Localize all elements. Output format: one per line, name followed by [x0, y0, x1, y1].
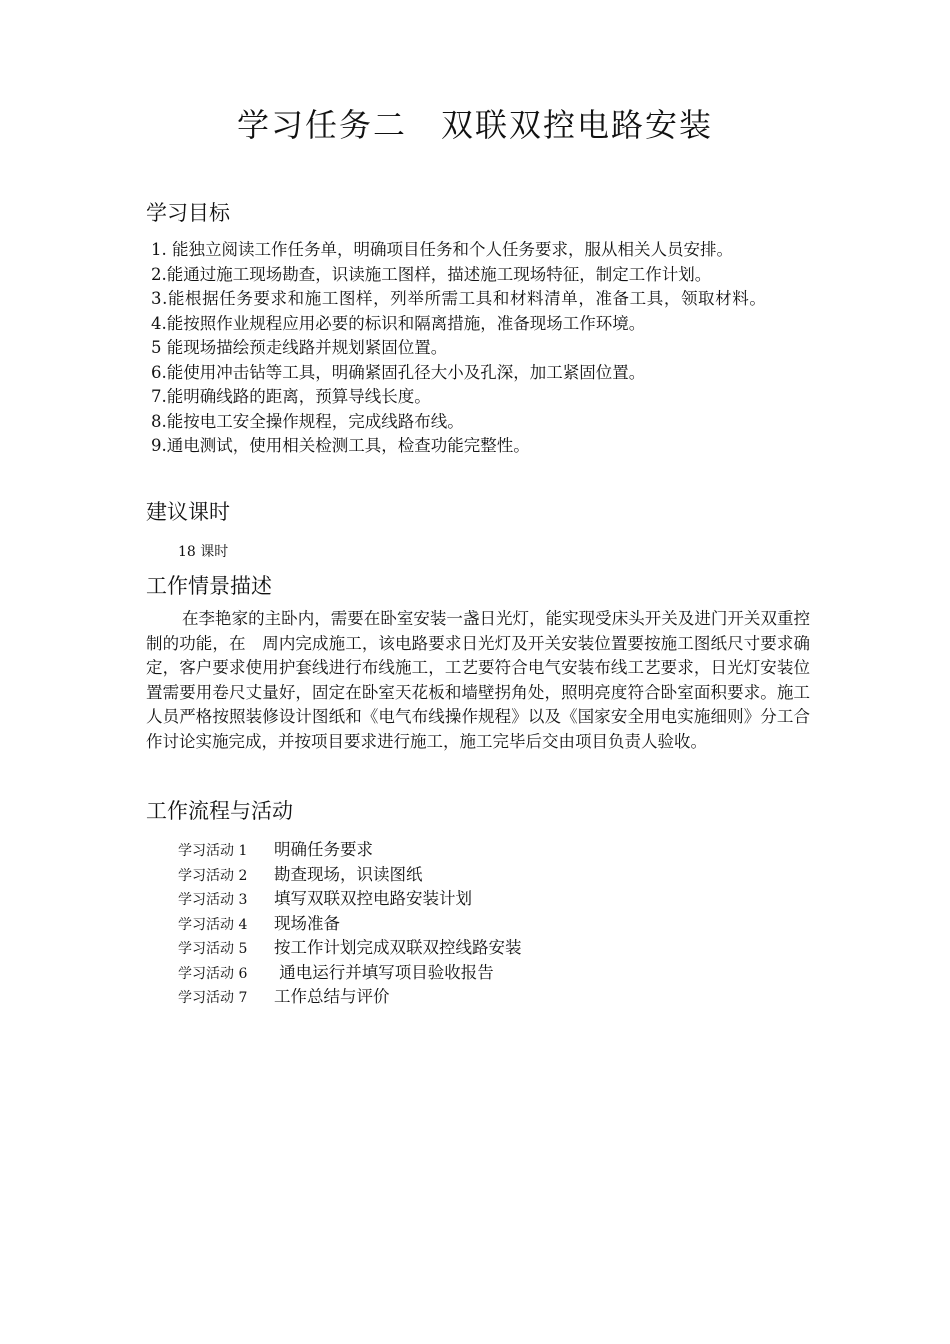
activity-label: 学习活动 3 [178, 892, 248, 908]
objectives-heading: 学习目标 [146, 201, 230, 225]
activity-item [178, 836, 522, 861]
activity-item [178, 910, 522, 935]
objectives-list [146, 238, 810, 459]
objective-item: 6.能使用冲击钻等工具，明确紧固孔径大小及孔深，加工紧固位置。 [151, 362, 646, 382]
activity-label: 学习活动 5 [178, 941, 248, 957]
activity-label: 学习活动 6 [178, 965, 248, 982]
objective-item: 5 能现场描绘预走线路并规划紧固位置。 [151, 338, 448, 357]
activity-text: 工作总结与评价 [274, 987, 390, 1006]
objective-item: 9.通电测试，使用相关检测工具，检查功能完整性。 [151, 436, 530, 455]
workflow-heading: 工作流程与活动 [146, 799, 293, 823]
objective-item: 8.能按电工安全操作规程，完成线路布线。 [151, 411, 464, 431]
activity-item [178, 861, 522, 886]
activity-label: 学习活动 2 [178, 867, 248, 884]
scenario-heading: 工作情景描述 [146, 574, 272, 598]
objective-item: 7.能明确线路的距离，预算导线长度。 [151, 387, 431, 406]
objective-item: 4.能按照作业规程应用必要的标识和隔离措施，准备现场工作环境。 [151, 313, 646, 333]
activity-text: 填写双联双控电路安装计划 [274, 889, 472, 908]
activity-item [178, 983, 522, 1008]
activity-label: 学习活动 4 [178, 916, 248, 933]
hours-heading: 建议课时 [146, 500, 230, 524]
activity-item [178, 885, 522, 910]
activity-item [178, 959, 522, 984]
activity-text: 通电运行并填写项目验收报告 [274, 962, 494, 982]
page-title: 学习任务二 双联双控电路安装 [236, 106, 713, 144]
objective-item: 2.能通过施工现场勘查，识读施工图样，描述施工现场特征，制定工作计划。 [151, 264, 712, 284]
objective-item: 1. 能独立阅读工作任务单，明确项目任务和个人任务要求，服从相关人员安排。 [151, 240, 733, 259]
scenario-paragraph: 在李艳家的主卧内，需要在卧室安装一盏日光灯，能实现受床头开关及进门开关双重控制的功能，在 周内完成施工，该电路要求日光灯及开关安装位置要按施工图纸尺寸要求确定，客户要求使用护套线进行布线施工，工艺要符合电气安装布线工艺要求，日光灯安装位置需要用卷尺丈量好，固定在卧室天花板和墙壁拐角处，照明亮度符合卧室面积要求。施工人员严格按照装修设计图纸和《电气布线操作规程》以及《国家安全用电实施细则》分工合作讨论实施完成，并按项目要求进行施工，施工完毕后交由项目负责人验收。 [146, 609, 810, 751]
activity-text: 现场准备 [274, 913, 340, 933]
hours-value: 18 课时 [178, 544, 229, 560]
activity-label: 学习活动 1 [178, 843, 248, 859]
activity-text: 明确任务要求 [274, 840, 373, 859]
activity-text: 勘查现场，识读图纸 [274, 864, 423, 884]
activity-text: 按工作计划完成双联双控线路安装 [274, 938, 522, 957]
activity-list [178, 836, 522, 1008]
activity-item [178, 934, 522, 959]
activity-label: 学习活动 7 [178, 990, 248, 1006]
objective-item: 3.能根据任务要求和施工图样，列举所需工具和材料清单，准备工具，领取材料。 [151, 289, 767, 308]
